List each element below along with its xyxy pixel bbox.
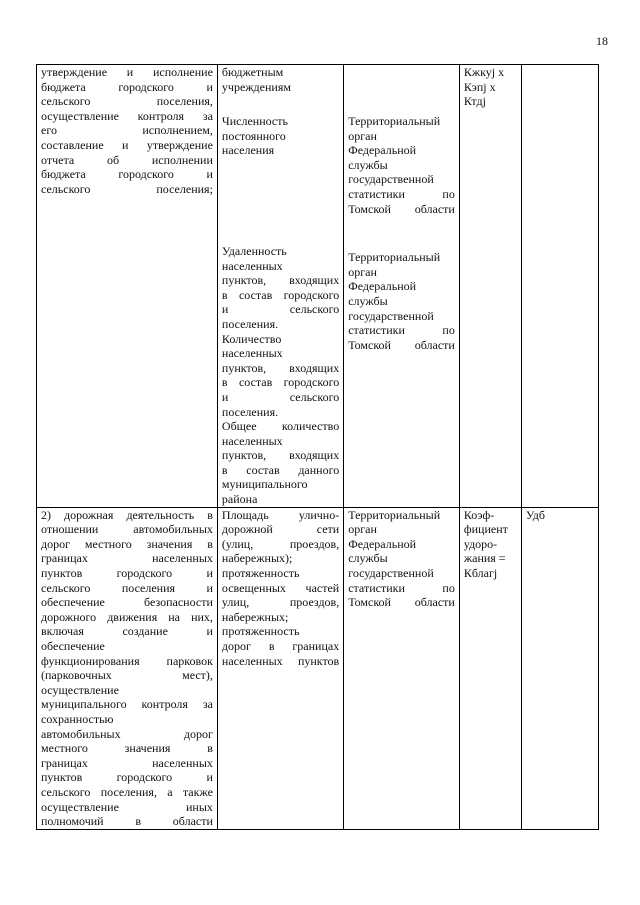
text-line: дорожной сети <box>221 522 340 537</box>
text-line: набережных; <box>221 609 289 624</box>
text-line: его исполнением, <box>41 123 213 138</box>
text-line: пунктов, входящих <box>221 360 340 375</box>
data-source-cell <box>344 65 460 508</box>
text-line: осуществление <box>41 682 119 697</box>
text-line: полномочий в области <box>41 814 213 829</box>
text-line: Кэпj х <box>463 79 496 94</box>
text-line: пунктов, входящих <box>221 273 340 288</box>
text-line: государственной <box>348 308 434 323</box>
text-line: отношении автомобильных <box>41 522 213 537</box>
text-line: (парковочных мест), <box>41 668 213 683</box>
text-line: населения <box>221 143 275 158</box>
text-line: границах населенных <box>41 551 213 566</box>
text-line: в состав городского <box>221 375 340 390</box>
text-line: освещенных частей <box>221 580 340 595</box>
text-line: бюджета городского и <box>41 79 213 94</box>
text-line: отчета об исполнении <box>41 152 213 167</box>
text-line: сохранностью <box>41 711 114 726</box>
text-line: поселения. <box>221 404 279 419</box>
text-line: в состав данного <box>221 462 340 477</box>
text-line: протяженность <box>221 566 300 581</box>
text-line: учреждениям <box>221 79 291 94</box>
text-line: Федеральной <box>348 536 417 551</box>
text-line: функционирования парковок <box>41 653 213 668</box>
text-line: Количество <box>221 331 282 346</box>
text-line: Территориальный <box>348 250 441 265</box>
text-line: населенных <box>221 258 283 273</box>
text-line: орган <box>348 522 377 537</box>
text-line: автомобильных дорог <box>41 726 213 741</box>
power-description-cell <box>37 65 218 508</box>
text-line: Территориальный <box>348 507 441 522</box>
text-line: муниципального контроля за <box>41 697 213 712</box>
text-line: орган <box>348 264 377 279</box>
text-line: пунктов, входящих <box>221 448 340 463</box>
text-line: сельского поселения, <box>41 94 213 109</box>
text-line: Томской области <box>348 595 455 610</box>
text-line: сельского поселения и <box>41 580 213 595</box>
text-line: сельского поселения; <box>41 181 213 196</box>
text-line: Федеральной <box>348 143 417 158</box>
text-line: Площадь улично- <box>221 507 340 522</box>
text-line: района <box>221 492 258 507</box>
text-line: поселения. <box>221 316 279 331</box>
text-line: границах населенных <box>41 755 213 770</box>
text-line: статистики по <box>348 580 455 595</box>
text-line: и сельского <box>221 302 340 317</box>
text-line: Численность <box>221 114 288 129</box>
text-line: пунктов городского и <box>41 566 213 581</box>
text-line: Территориальный <box>348 114 441 128</box>
text-line: Ктдj <box>463 94 486 109</box>
text-line: пунктов городского и <box>41 770 213 785</box>
page-number: 18 <box>596 34 608 48</box>
text-line: составление и утверждение <box>41 137 213 152</box>
extra-cell <box>521 507 598 829</box>
text-line: жания = <box>463 551 506 566</box>
text-line: Кблагj <box>463 566 498 581</box>
text-line: орган <box>348 128 377 143</box>
text-line: (улиц, проездов, <box>221 536 340 551</box>
text-line: Удб <box>525 507 545 522</box>
text-line: населенных <box>221 433 283 448</box>
text-line: осуществление иных <box>41 799 213 814</box>
extra-cell <box>521 65 598 508</box>
text-line: бюджета городского и <box>41 167 213 182</box>
table-row <box>37 65 599 508</box>
text-line: обеспечение <box>41 639 105 653</box>
indicator-cell <box>217 65 343 508</box>
text-line: сельского поселения, а также <box>41 784 213 799</box>
indicator-cell <box>217 507 343 829</box>
text-line: населенных пунктов <box>221 653 340 668</box>
text-line: в состав городского <box>221 287 340 302</box>
power-description-cell <box>37 507 218 829</box>
text-line: Томской области <box>348 201 455 216</box>
text-line: статистики по <box>348 323 455 338</box>
text-line: 2) дорожная деятельность в <box>41 507 213 522</box>
text-line: местного значения в <box>41 741 213 756</box>
text-line: утверждение и исполнение <box>41 65 213 79</box>
coefficient-cell <box>459 65 521 508</box>
text-line: дорог в границах <box>221 639 340 653</box>
text-line: населенных <box>221 346 283 361</box>
text-line: государственной <box>348 172 434 187</box>
text-line: дорожного движения на них, <box>41 609 213 624</box>
text-line: протяженность <box>221 624 300 639</box>
text-line: включая создание и <box>41 624 213 639</box>
text-line: государственной <box>348 566 434 581</box>
text-line: удоро- <box>463 536 498 551</box>
data-source-cell <box>344 507 460 829</box>
text-line: Томской области <box>348 337 455 352</box>
text-line: постоянного <box>221 128 286 143</box>
text-line: службы <box>348 157 388 172</box>
text-line: осуществление контроля за <box>41 108 213 123</box>
table-row <box>37 507 599 829</box>
coefficient-cell <box>459 507 521 829</box>
text-line: дорог местного значения в <box>41 536 213 551</box>
text-line: Коэф- <box>463 507 495 522</box>
text-line: фициент <box>463 522 508 537</box>
text-line: статистики по <box>348 186 455 201</box>
text-line: обеспечение безопасности <box>41 595 213 610</box>
text-line: муниципального <box>221 477 308 492</box>
text-line: службы <box>348 551 388 566</box>
text-line: набережных); <box>221 551 293 566</box>
text-line: улиц, проездов, <box>221 595 340 610</box>
text-line: Федеральной <box>348 279 417 294</box>
text-line: Удаленность <box>221 243 287 258</box>
text-line: Кжкуj х <box>463 65 505 79</box>
text-line: службы <box>348 293 388 308</box>
text-line: бюджетным <box>221 65 284 79</box>
indicators-table <box>36 64 599 830</box>
text-line: и сельского <box>221 389 340 404</box>
text-line: Общее количество <box>221 419 340 434</box>
